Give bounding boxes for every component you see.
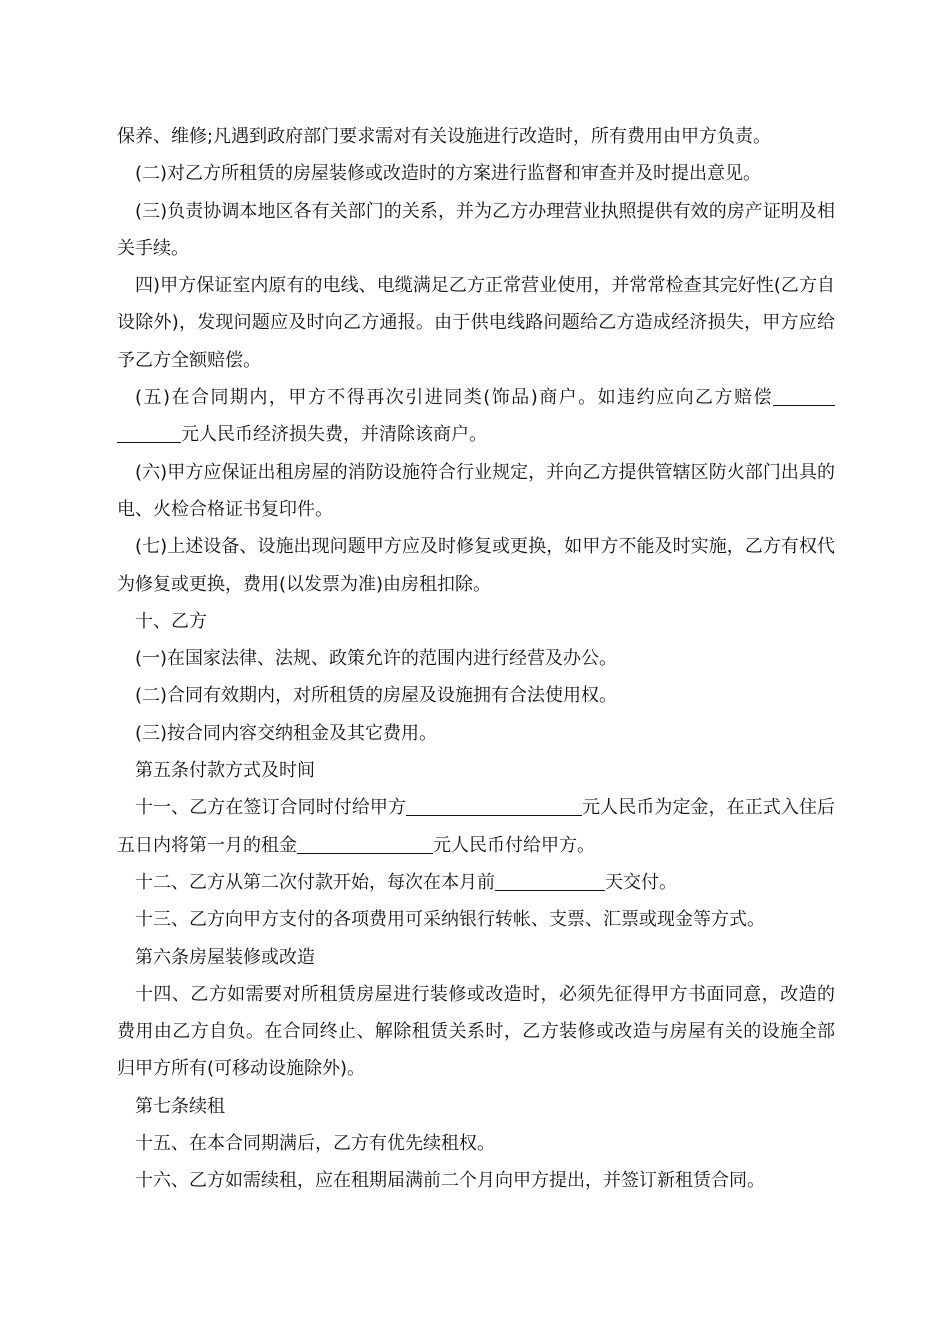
paragraph-repair: (七)上述设备、设施出现问题甲方应及时修复或更换，如甲方不能及时实施，乙方有权代为修复或更换，费用(以发票为准)由房租扣除。	[117, 536, 835, 595]
paragraph-maintenance: 保养、维修;凡遇到政府部门要求需对有关设施进行改造时，所有费用由甲方负责。	[117, 126, 772, 147]
deposit-amount-blank[interactable]	[406, 797, 582, 816]
paragraph-renewal-notice: 十六、乙方如需续租，应在租期届满前二个月向甲方提出，并签订新租赁合同。	[135, 1170, 765, 1192]
paragraph-usage-right: (二)合同有效期内，对所租赁的房屋及设施拥有合法使用权。	[135, 685, 618, 707]
paragraph-coordination: (三)负责协调本地区各有关部门的关系，并为乙方办理营业执照提供有效的房产证明及相关手续。	[117, 200, 835, 259]
paragraph-no-competitor-text-b: 元人民币经济损失费，并清除该商户。	[181, 424, 487, 446]
heading-article-6: 第六条房屋装修或改造	[135, 946, 315, 968]
paragraph-no-competitor	[117, 379, 835, 454]
paragraph-fire-safety: (六)甲方应保证出租房屋的消防设施符合行业规定，并向乙方提供管辖区防火部门出具的电、火检合格证书复印件。	[117, 461, 835, 520]
paragraph-deposit-text-a: 十一、乙方在签订合同时付给甲方	[135, 797, 407, 819]
heading-article-5: 第五条付款方式及时间	[135, 760, 315, 782]
paragraph-business-scope: (一)在国家法律、法规、政策允许的范围内进行经营及办公。	[135, 648, 618, 670]
paragraph-supervision: (二)对乙方所租赁的房屋装修或改造时的方案进行监督和审查并及时提出意见。	[135, 163, 762, 185]
paragraph-payment-methods: 十三、乙方向甲方支付的各项费用可采纳银行转帐、支票、汇票或现金等方式。	[135, 909, 765, 931]
paragraph-renewal-priority: 十五、在本合同期满后，乙方有优先续租权。	[135, 1133, 495, 1155]
paragraph-no-competitor-text-a: (五)在合同期内，甲方不得再次引进同类(饰品)商户。如违约应向乙方赔偿	[135, 387, 773, 409]
document-body	[117, 118, 835, 1200]
paragraph-renovation: 十四、乙方如需要对所租赁房屋进行装修或改造时，必须先征得甲方书面同意，改造的费用由乙方自负。在合同终止、解除租赁关系时，乙方装修或改造与房屋有关的设施全部归甲方所有(可移动设施除外)。	[117, 983, 835, 1080]
paragraph-payment-schedule-text-b: 天交付。	[605, 871, 677, 893]
compensation-blank-part1[interactable]	[773, 387, 835, 406]
paragraph-payment-schedule-text-a: 十二、乙方从第二次付款开始，每次在本月前	[135, 871, 495, 893]
heading-party-b: 十、乙方	[135, 610, 207, 632]
paragraph-electric: 四)甲方保证室内原有的电线、电缆满足乙方正常营业使用，并常常检查其完好性(乙方自设除外)，发现问题应及时向乙方通报。由于供电线路问题给乙方造成经济损失，甲方应给予乙方全额赔偿。	[117, 275, 835, 371]
paragraph-deposit-text-c: 元人民币付给甲方。	[433, 834, 595, 856]
paragraph-pay-rent: (三)按合同内容交纳租金及其它费用。	[135, 722, 438, 744]
payment-days-blank[interactable]	[495, 872, 605, 891]
heading-article-7: 第七条续租	[135, 1095, 225, 1117]
first-month-rent-blank[interactable]	[297, 835, 433, 854]
compensation-blank-part2[interactable]	[117, 424, 181, 443]
paragraph-deposit	[117, 789, 835, 864]
paragraph-deposit-text-b: 元人民币为定金，在正式入住后五日内将第一月的租金	[117, 797, 836, 856]
paragraph-payment-schedule	[117, 864, 835, 901]
